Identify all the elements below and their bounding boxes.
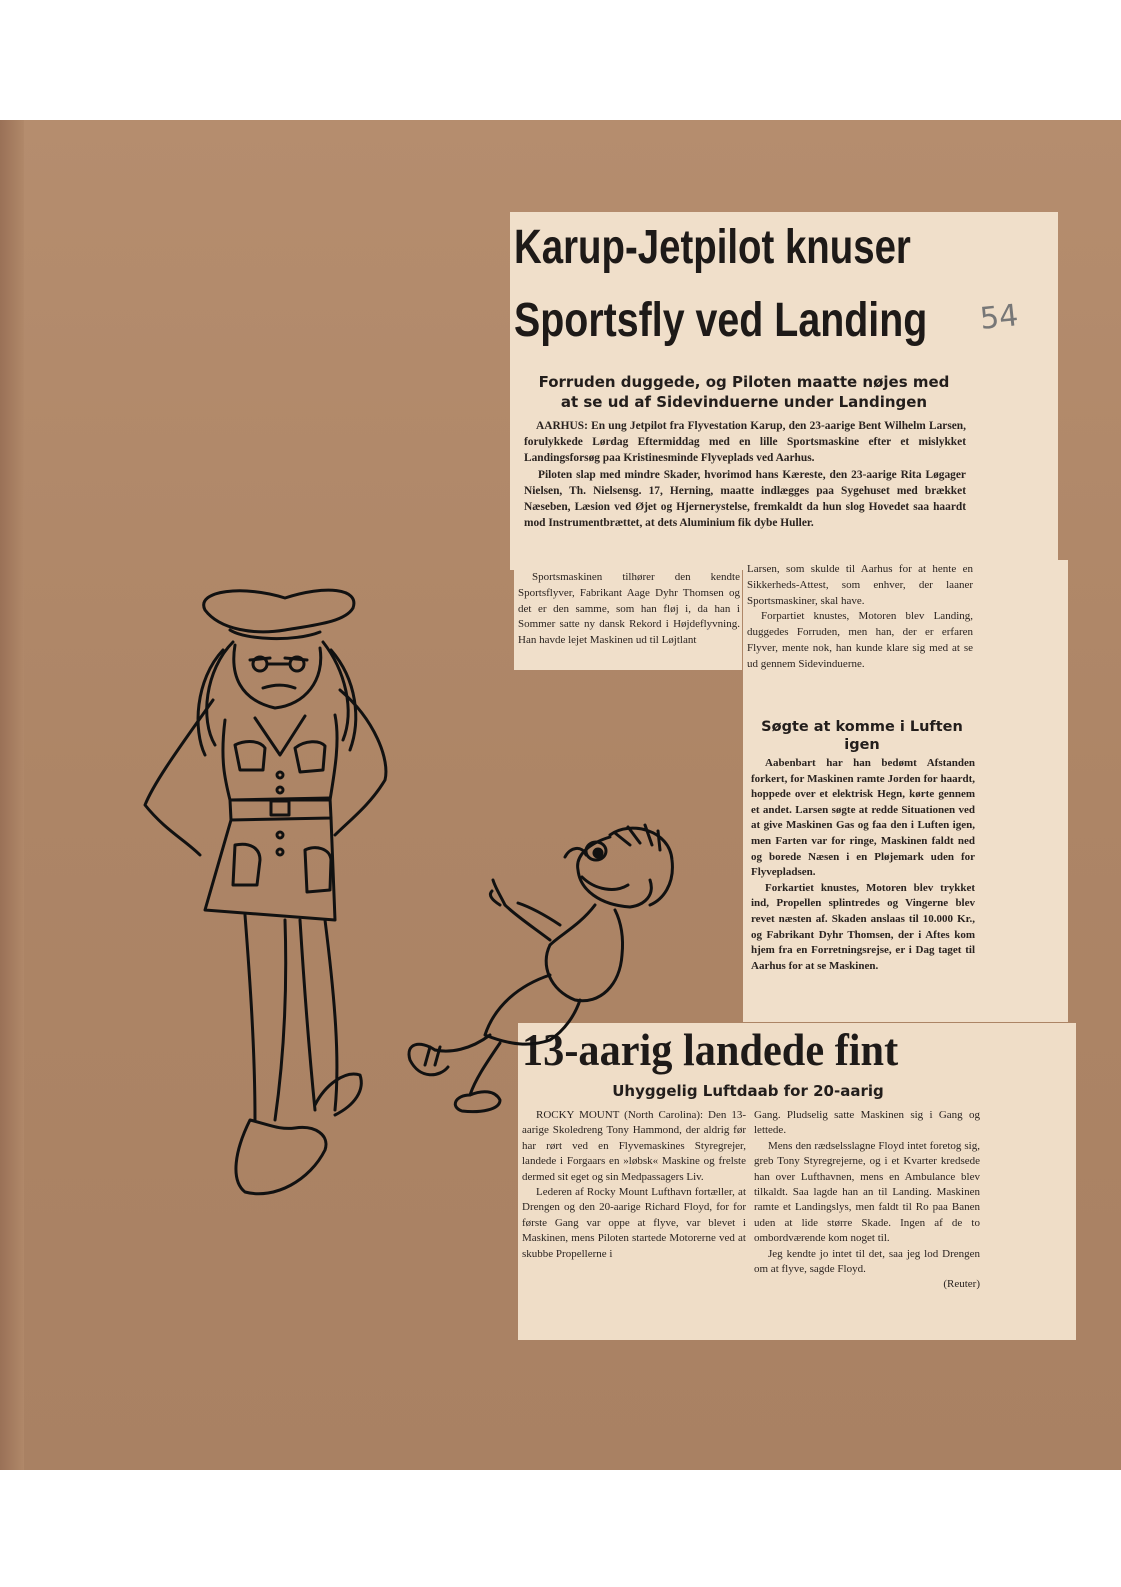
headline-line-1: Karup-Jetpilot knuser <box>514 221 911 274</box>
left-column-paragraph: Sportsmaskinen tilhører den kendte Sportsflyver, Fabrikant Aage Dyhr Thomsen og det er den samme, som han fløj i, da han i Sommer satte ny dansk Rekord i Højdeflyvning. Han havde lejet Maskinen ud til Løjtlant <box>518 571 740 647</box>
subheadline-line-1: Forruden duggede, og Piloten maatte nøjes med <box>538 373 950 391</box>
clipping-2-right-paragraph-3: Jeg kendte jo intet til det, saa jeg lod Drengen om at flyve, sagde Floyd. <box>754 1247 980 1276</box>
handwritten-page-number: 54 <box>978 298 1020 337</box>
clipping-karup-header <box>510 212 1058 570</box>
section-paragraph-2: Forkartiet knustes, Motoren blev trykket ind, Propellen splintredes og Vingerne blev revet næsten af. Skaden anslaas til 10.000 Kr., og Fabrikant Dyhr Thomsen, der i Aftes kom hjem fra en Forretningsrejse, er i Dag taget til Aarhus for at se Maskinen. <box>751 881 975 972</box>
clipping-2-right-paragraph-1: Gang. Pludselig satte Maskinen sig i Gang og lettede. <box>754 1109 980 1137</box>
right-column-paragraph-1: Larsen, som skulde til Aarhus for at hente en Sikkerheds-Attest, som enhver, der laaner Sportsmaskiner, skal have. <box>747 563 973 607</box>
section-text <box>751 756 975 974</box>
clipping-2-left-paragraph-1: ROCKY MOUNT (North Carolina): Den 13-aarige Skoledreng Tony Hammond, der aldrig før har rørt ved en Flyvemaskines Styregrejer, landede i Forgaars en »løbsk« Maskine og frelste dermed sit eget og sin Medpassagers Liv. <box>522 1109 746 1183</box>
headline-line-2: Sportsfly ved Landing <box>514 294 928 347</box>
clipping-karup-right-column <box>743 560 1068 1022</box>
subheadline-line-2: at se ud af Sidevinduerne under Landingen <box>560 393 928 411</box>
lead-paragraph-1: AARHUS: En ung Jetpilot fra Flyvestation Karup, den 23-aarige Bent Wilhelm Larsen, forulykkede Lørdag Eftermiddag med en lille Sportsmaskine efter et mislykket Landingsforsøg paa Kristinesminde Flyveplads ved Aarhus. <box>524 420 966 465</box>
clipping-2-right-column <box>754 1108 980 1293</box>
section-title: Søgte at komme i Luften igen <box>761 719 963 753</box>
left-column-text <box>518 570 740 649</box>
clipping-2-left-paragraph-2: Lederen af Rocky Mount Lufthavn fortæller, at Drengen og den 20-aarige Richard Floyd, for for første Gang var oppe at flyve, var blevet i Maskinen, mens Piloten startede Motorerne ved at skubbe Propellerne i <box>522 1186 746 1260</box>
subheadline <box>524 372 964 412</box>
subheadline-luftdaab: Uhyggelig Luftdaab for 20-aarig <box>612 1082 884 1100</box>
right-column-paragraph-2: Forpartiet knustes, Motoren blev Landing, duggedes Forruden, men han, der er erfaren Flyver, mente nok, han kunde klare sig med at se ud gennem Sidevinduerne. <box>747 610 973 670</box>
section-paragraph-1: Aabenbart har han bedømt Afstanden forkert, for Maskinen ramte Jorden for haardt, hoppede over et elektrisk Hegn, kørte gennem et andet. Larsen søgte at redde Situationen ved at give Maskinen Gas og faa den i Luften igen, men Farten var for ringe, Maskinen faldt ned og borede Næsen i en Pløjemark uden for Flyvepladsen. <box>751 757 975 879</box>
woman-figure-drawing <box>135 580 405 1230</box>
headline-13-aarig: 13-aarig landede fint <box>522 1024 899 1075</box>
lead-text <box>524 418 966 531</box>
boy-figure-drawing <box>400 815 690 1115</box>
clipping-2-left-column <box>522 1108 746 1262</box>
right-column-text <box>747 562 973 673</box>
clipping-karup-left-column <box>514 568 742 670</box>
clipping-2-right-paragraph-2: Mens den rædselsslagne Floyd intet foretog sig, greb Tony Styregrejerne, og i et Kvarter kredsede han over Lufthavnen, mens en Ambulance blev tilkaldt. Saa lagde han an til Landing. Maskinen ramte et Landingslys, men faldt til Ro paa Banen uden at lide større Skade. Ingen af de to ombordværende kom noget til. <box>754 1139 980 1245</box>
page-binding-edge <box>0 120 24 1470</box>
lead-paragraph-2: Piloten slap med mindre Skader, hvorimod hans Kæreste, den 23-aarige Rita Løgager Nielsen, Th. Nielsensg. 17, Herning, maatte indlægges paa Sygehuset med brækket Næseben, Læsion ved Øjet og Hjernerystelse, fremkaldt da hun slog Hovedet saa haardt mod Instrumentbrættet, at dets Aluminium fik dybe Huller. <box>524 468 966 530</box>
source-credit: (Reuter) <box>943 1278 980 1291</box>
